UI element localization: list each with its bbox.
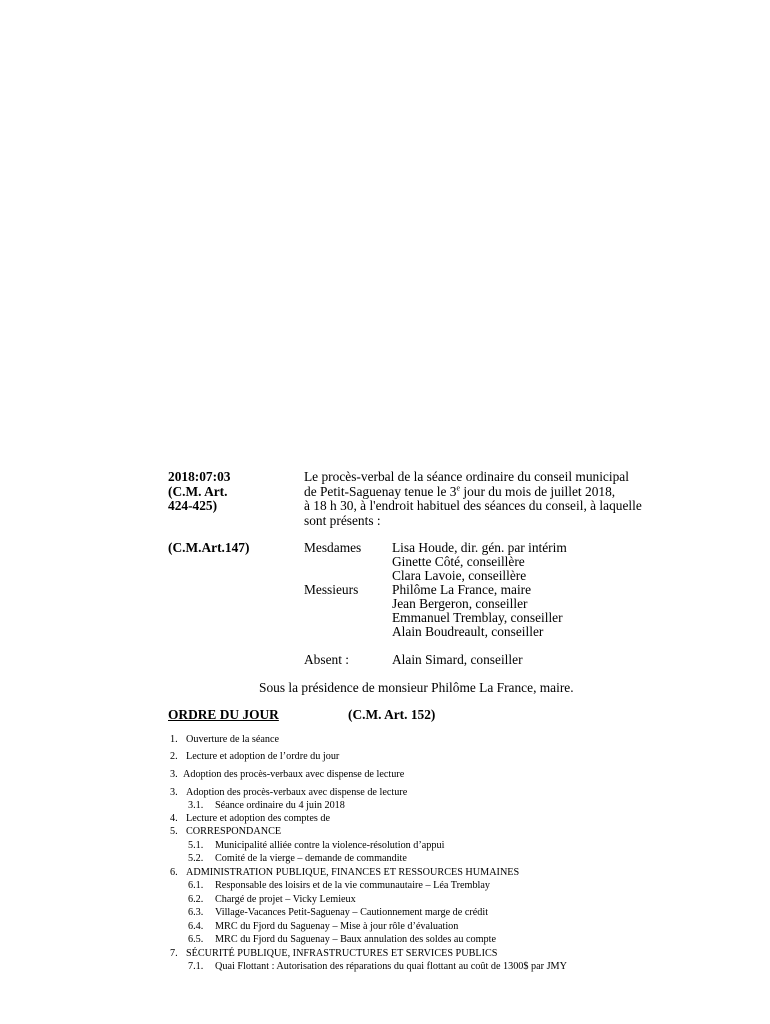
ordre-du-jour-article-ref: (C.M. Art. 152) bbox=[348, 707, 436, 722]
attendee-name: Lisa Houde, dir. gén. par intérim bbox=[392, 540, 567, 555]
agenda-item: 2. Lecture et adoption de l’ordre du jour bbox=[170, 751, 340, 762]
agenda-subitem: 7.1. Quai Flottant : Autorisation des réparations du quai flottant au coût de 1300$ par JMY bbox=[188, 961, 567, 972]
attendee-name: Jean Bergeron, conseiller bbox=[392, 596, 528, 611]
cm-article-ref-line1: (C.M. Art. bbox=[168, 484, 228, 499]
agenda-subitem: 5.1. Municipalité alliée contre la violence-résolution d’appui bbox=[188, 840, 445, 851]
agenda-item: 3. Adoption des procès-verbaux avec dispense de lecture bbox=[170, 769, 405, 780]
agenda-subitem: 6.2. Chargé de projet – Vicky Lemieux bbox=[188, 894, 356, 905]
intro-line-4: sont présents : bbox=[304, 513, 381, 528]
resolution-date: 2018:07:03 bbox=[168, 469, 231, 484]
agenda-item: 4. Lecture et adoption des comptes de bbox=[170, 813, 330, 824]
presidence-line: Sous la présidence de monsieur Philôme La France, maire. bbox=[259, 680, 574, 695]
intro-line-1: Le procès-verbal de la séance ordinaire du conseil municipal bbox=[304, 469, 629, 484]
agenda-item: 7. SÉCURITÉ PUBLIQUE, INFRASTRUCTURES ET SERVICES PUBLICS bbox=[170, 948, 498, 959]
attendee-name: Emmanuel Tremblay, conseiller bbox=[392, 610, 563, 625]
ordre-du-jour-title: ORDRE DU JOUR bbox=[168, 707, 279, 722]
mesdames-label: Mesdames bbox=[304, 540, 362, 555]
intro-line-2: de Petit-Saguenay tenue le 3e jour du mois de juillet 2018, bbox=[304, 483, 616, 499]
attendee-name: Ginette Côté, conseillère bbox=[392, 554, 525, 569]
agenda-subitem: 6.3. Village-Vacances Petit-Saguenay – Cautionnement marge de crédit bbox=[188, 907, 489, 918]
agenda-subitem: 6.4. MRC du Fjord du Saguenay – Mise à jour rôle d’évaluation bbox=[188, 921, 459, 932]
agenda-subitem: 3.1. Séance ordinaire du 4 juin 2018 bbox=[188, 800, 345, 811]
cm-article-ref-line2: 424-425) bbox=[168, 498, 218, 513]
absent-name: Alain Simard, conseiller bbox=[392, 652, 523, 667]
attendee-name: Philôme La France, maire bbox=[392, 582, 532, 597]
agenda-item: 6. ADMINISTRATION PUBLIQUE, FINANCES ET RESSOURCES HUMAINES bbox=[170, 867, 520, 878]
messieurs-label: Messieurs bbox=[304, 582, 359, 597]
attendance-article-ref: (C.M.Art.147) bbox=[168, 540, 250, 555]
agenda-item: 1. Ouverture de la séance bbox=[170, 734, 280, 745]
agenda-subitem: 6.1. Responsable des loisirs et de la vie communautaire – Léa Tremblay bbox=[188, 880, 490, 891]
agenda-subitem: 5.2. Comité de la vierge – demande de commandite bbox=[188, 853, 407, 864]
absent-label: Absent : bbox=[304, 652, 350, 667]
agenda-item: 5. CORRESPONDANCE bbox=[170, 826, 282, 837]
intro-line-3: à 18 h 30, à l'endroit habituel des séances du conseil, à laquelle bbox=[304, 498, 642, 513]
agenda-subitem: 6.5. MRC du Fjord du Saguenay – Baux annulation des soldes au compte bbox=[188, 934, 496, 945]
attendee-name: Alain Boudreault, conseiller bbox=[392, 624, 544, 639]
attendee-name: Clara Lavoie, conseillère bbox=[392, 568, 527, 583]
agenda-item: 3. Adoption des procès-verbaux avec dispense de lecture bbox=[170, 787, 408, 798]
